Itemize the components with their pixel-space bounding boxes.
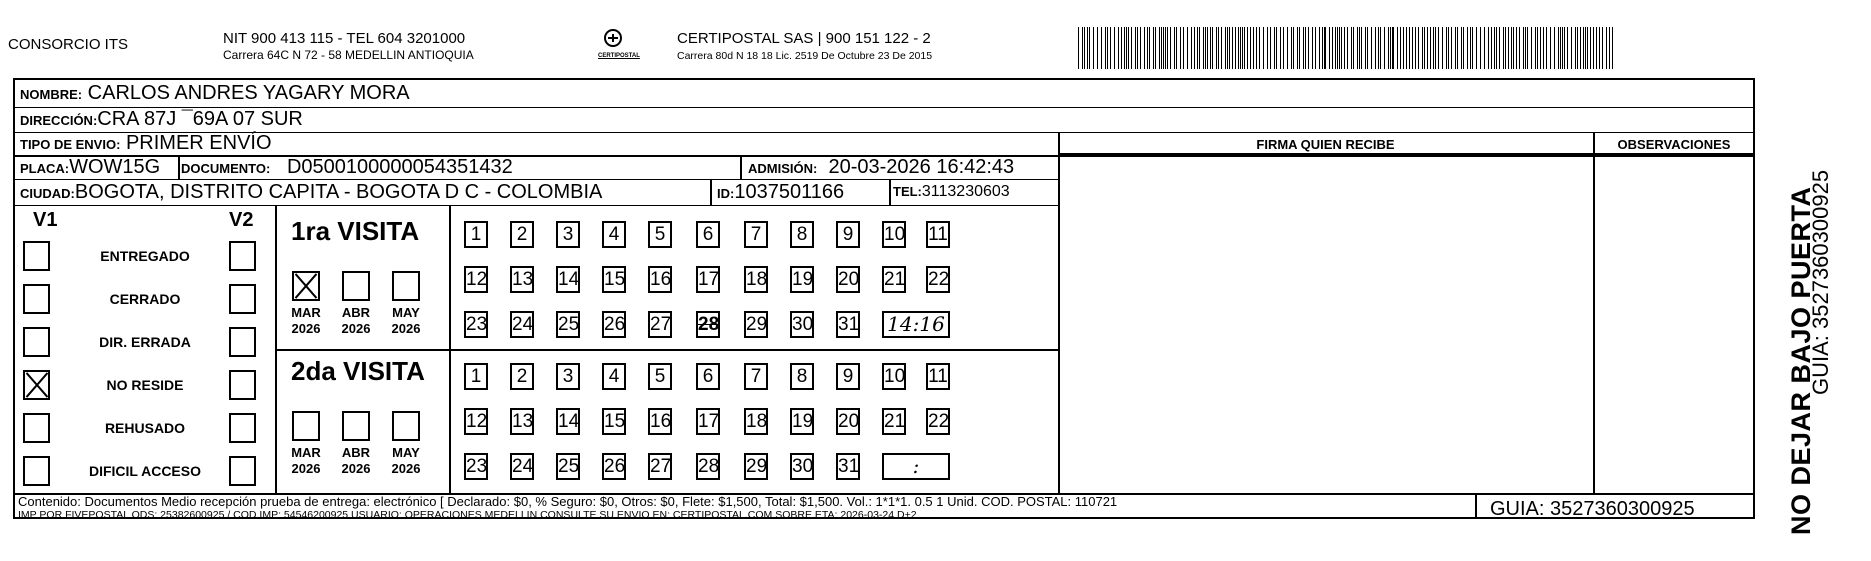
first-visit-day-19[interactable]: 19 — [790, 266, 814, 293]
second-visit-day-16[interactable]: 16 — [648, 408, 672, 435]
second-visit-day-15[interactable]: 15 — [602, 408, 626, 435]
v2-checkbox-1[interactable] — [229, 241, 256, 271]
v2-checkbox-2[interactable] — [229, 284, 256, 314]
second-visit-day-14[interactable]: 14 — [556, 408, 580, 435]
nit-line: NIT 900 413 115 - TEL 604 3201000 — [223, 30, 466, 47]
tipo-label: TIPO DE ENVIO: — [20, 137, 121, 152]
first-visit-day-7[interactable]: 7 — [744, 221, 768, 248]
barcode — [1078, 27, 1616, 69]
v2-checkbox-3[interactable] — [229, 327, 256, 357]
footer-impresion: IMP POR FIVEPOSTAL ODS: 25382600925 / COD.IMP: 54546200925 USUARIO: OPERACIONES MEDELLIN CONSULTE SU ENVIO EN: CERTIPOSTAL.COM SOBRE ETA: 2026-03-24 D+2 — [18, 509, 917, 521]
first-visit-day-24[interactable]: 24 — [510, 311, 534, 338]
direccion-value: CRA 87J ¯69A 07 SUR — [97, 108, 303, 130]
v2-label: V2 — [229, 209, 254, 231]
first-visit-day-12[interactable]: 12 — [464, 266, 488, 293]
second-visit-day-24[interactable]: 24 — [510, 453, 534, 480]
footer-contenido: Contenido: Documentos Medio recepción prueba de entrega: electrónico [ Declarado: $0, % Seguro: $0, Otros: $0, Flete: $1,500, Total: $1,500. Vol.: 1*1*1. 0.5 1 Unid. COD. POSTAL: 110721 — [18, 494, 1118, 509]
v1-label: V1 — [33, 209, 58, 231]
first-visit-day-4[interactable]: 4 — [602, 221, 626, 248]
first-visit-day-5[interactable]: 5 — [648, 221, 672, 248]
second-visit-day-5[interactable]: 5 — [648, 363, 672, 390]
second-visit-time-field[interactable]: : — [882, 453, 950, 480]
month-label: MAR 2026 — [291, 445, 321, 476]
certipostal-sub: Carrera 80d N 18 18 Lic. 2519 De Octubre 23 De 2015 — [677, 50, 933, 62]
v2-checkbox-6[interactable] — [229, 456, 256, 486]
v2-checkbox-5[interactable] — [229, 413, 256, 443]
first-visit-day-29[interactable]: 29 — [744, 311, 768, 338]
first-month-box-may[interactable] — [392, 271, 420, 301]
second-visit-day-26[interactable]: 26 — [602, 453, 626, 480]
nombre-label: NOMBRE: — [20, 87, 83, 102]
v1-checkbox-3[interactable] — [23, 327, 50, 357]
first-visit-day-8[interactable]: 8 — [790, 221, 814, 248]
first-month-box-abr[interactable] — [342, 271, 370, 301]
first-visit-day-2[interactable]: 2 — [510, 221, 534, 248]
v2-checkbox-4[interactable] — [229, 370, 256, 400]
ciudad-row — [15, 180, 1058, 206]
second-visit-day-1[interactable]: 1 — [464, 363, 488, 390]
v1-checkbox-6[interactable] — [23, 456, 50, 486]
observaciones-header: OBSERVACIONES — [1617, 137, 1731, 152]
first-visit-title: 1ra VISITA — [291, 216, 420, 246]
documento-label: DOCUMENTO: — [181, 161, 271, 176]
second-visit-day-10[interactable]: 10 — [882, 363, 906, 390]
second-visit-day-25[interactable]: 25 — [556, 453, 580, 480]
ciudad-value: BOGOTA, DISTRITO CAPITA - BOGOTA D C - COLOMBIA — [74, 181, 603, 203]
first-visit-day-22[interactable]: 22 — [926, 266, 950, 293]
second-visit-day-21[interactable]: 21 — [882, 408, 906, 435]
first-visit-day-10[interactable]: 10 — [882, 221, 906, 248]
month-label: MAY 2026 — [391, 445, 421, 476]
tipo-value: PRIMER ENVÍO — [125, 132, 272, 154]
admision-value: 20-03-2026 16:42:43 — [828, 156, 1015, 178]
v1-checkbox-2[interactable] — [23, 284, 50, 314]
status-label: ENTREGADO — [100, 248, 190, 264]
ciudad-label: CIUDAD: — [20, 186, 75, 201]
id-label: ID: — [717, 186, 735, 201]
first-visit-day-16[interactable]: 16 — [648, 266, 672, 293]
status-label: DIR. ERRADA — [99, 334, 191, 350]
second-month-box-may[interactable] — [392, 411, 420, 441]
second-visit-day-28[interactable]: 28 — [696, 453, 720, 480]
first-visit-day-11[interactable]: 11 — [926, 221, 950, 248]
placa-row — [15, 156, 1058, 180]
v1-checkbox-4[interactable] — [23, 370, 50, 400]
second-visit-day-29[interactable]: 29 — [744, 453, 768, 480]
v1-checkbox-5[interactable] — [23, 413, 50, 443]
status-label: NO RESIDE — [106, 377, 184, 393]
second-visit-day-30[interactable]: 30 — [790, 453, 814, 480]
second-visit-day-31[interactable]: 31 — [836, 453, 860, 480]
first-visit-day-21[interactable]: 21 — [882, 266, 906, 293]
second-visit-day-19[interactable]: 19 — [790, 408, 814, 435]
first-visit-day-1[interactable]: 1 — [464, 221, 488, 248]
id-value: 1037501166 — [734, 181, 845, 203]
admision-label: ADMISIÓN: — [748, 161, 818, 176]
second-visit-day-9[interactable]: 9 — [836, 363, 860, 390]
placa-label: PLACA: — [20, 161, 70, 176]
second-visit-day-8[interactable]: 8 — [790, 363, 814, 390]
certipostal-line: CERTIPOSTAL SAS | 900 151 122 - 2 — [677, 30, 931, 47]
second-month-box-mar[interactable] — [292, 411, 320, 441]
footer-guia: GUIA: 3527360300925 — [1490, 498, 1695, 520]
firma-header: FIRMA QUIEN RECIBE — [1256, 137, 1395, 152]
second-visit-day-20[interactable]: 20 — [836, 408, 860, 435]
first-month-box-mar[interactable] — [292, 271, 320, 301]
first-visit-day-18[interactable]: 18 — [744, 266, 768, 293]
documento-value: D0500100000054351432 — [286, 156, 513, 178]
second-visit-day-23[interactable]: 23 — [464, 453, 488, 480]
first-visit-day-23[interactable]: 23 — [464, 311, 488, 338]
first-visit-day-20[interactable]: 20 — [836, 266, 860, 293]
certipostal-logo — [598, 28, 640, 59]
logo-text: CERTIPOSTAL — [598, 53, 640, 59]
company-name: CONSORCIO ITS — [8, 36, 129, 53]
placa-value: WOW15G — [69, 156, 161, 178]
first-visit-day-31[interactable]: 31 — [836, 311, 860, 338]
second-visit-day-6[interactable]: 6 — [696, 363, 720, 390]
direccion-row — [15, 108, 1753, 133]
second-visit-title: 2da VISITA — [291, 356, 425, 386]
second-visit-day-12[interactable]: 12 — [464, 408, 488, 435]
first-visit-day-25[interactable]: 25 — [556, 311, 580, 338]
second-visit-day-11[interactable]: 11 — [926, 363, 950, 390]
month-label: MAR 2026 — [291, 305, 321, 336]
first-visit-day-26[interactable]: 26 — [602, 311, 626, 338]
side-warning: NO DEJAR BAJO PUERTA — [1786, 186, 1816, 535]
second-visit-day-2[interactable]: 2 — [510, 363, 534, 390]
second-visit-day-18[interactable]: 18 — [744, 408, 768, 435]
tel-value: 3113230603 — [921, 183, 1010, 200]
first-visit-day-30[interactable]: 30 — [790, 311, 814, 338]
side-guia: GUIA: 3527360300925 — [1808, 169, 1833, 395]
first-visit-day-14[interactable]: 14 — [556, 266, 580, 293]
second-visit-day-17[interactable]: 17 — [696, 408, 720, 435]
second-visit-day-13[interactable]: 13 — [510, 408, 534, 435]
first-visit-day-27[interactable]: 27 — [648, 311, 672, 338]
month-label: ABR 2026 — [341, 445, 371, 476]
status-label: DIFICIL ACCESO — [88, 463, 201, 479]
v1-checkbox-1[interactable] — [23, 241, 50, 271]
first-visit-day-9[interactable]: 9 — [836, 221, 860, 248]
status-label: CERRADO — [109, 291, 181, 307]
second-visit-day-3[interactable]: 3 — [556, 363, 580, 390]
first-visit-day-28[interactable]: 28 — [696, 311, 720, 338]
first-visit-time-field[interactable]: 14:16 — [882, 311, 950, 338]
first-visit-day-15[interactable]: 15 — [602, 266, 626, 293]
direccion-label: DIRECCIÓN: — [20, 113, 98, 128]
month-label: ABR 2026 — [341, 305, 371, 336]
month-label: MAY 2026 — [391, 305, 421, 336]
first-visit-day-3[interactable]: 3 — [556, 221, 580, 248]
tel-label: TEL: — [893, 184, 922, 199]
second-visit-day-7[interactable]: 7 — [744, 363, 768, 390]
nombre-value: CARLOS ANDRES YAGARY MORA — [87, 82, 410, 104]
nombre-row — [15, 80, 1753, 108]
first-visit-day-17[interactable]: 17 — [696, 266, 720, 293]
address-line: Carrera 64C N 72 - 58 MEDELLIN ANTIOQUIA — [223, 48, 474, 62]
second-visit-day-4[interactable]: 4 — [602, 363, 626, 390]
second-visit-day-27[interactable]: 27 — [648, 453, 672, 480]
second-visit-day-22[interactable]: 22 — [926, 408, 950, 435]
first-visit-day-13[interactable]: 13 — [510, 266, 534, 293]
status-label: REHUSADO — [104, 420, 186, 436]
first-visit-day-6[interactable]: 6 — [696, 221, 720, 248]
second-month-box-abr[interactable] — [342, 411, 370, 441]
